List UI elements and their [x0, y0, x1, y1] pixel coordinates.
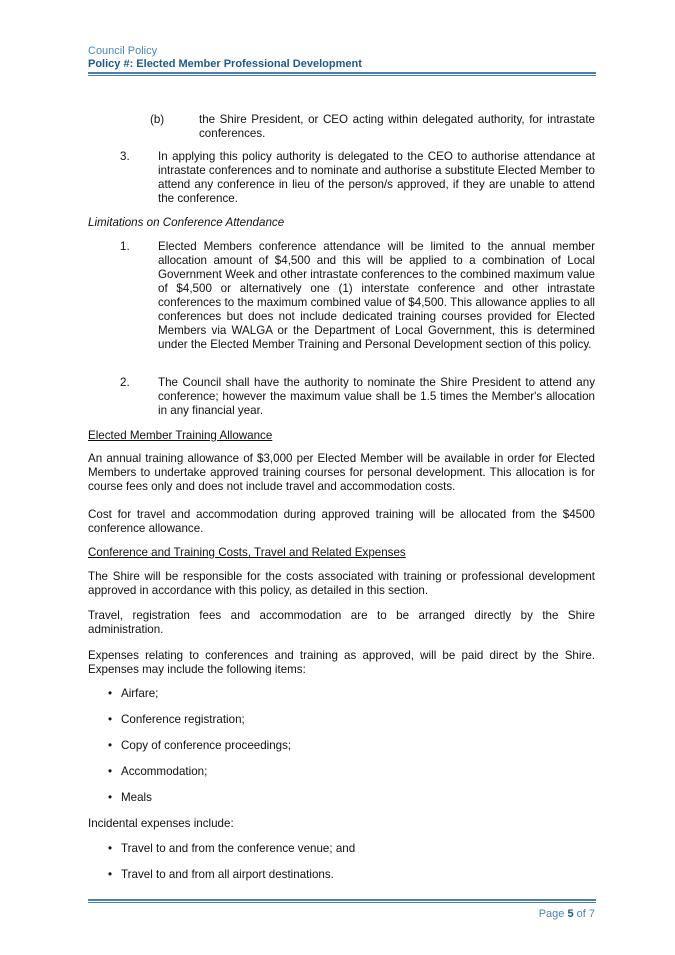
item-label: (b)	[150, 113, 165, 126]
bullet-icon: •	[108, 739, 113, 752]
bullet-icon: •	[108, 687, 113, 700]
header-rule	[88, 72, 596, 76]
paragraph: Travel, registration fees and accommodation are to be arranged directly by the Shire administration.	[88, 609, 595, 636]
bullet-icon: •	[108, 765, 113, 778]
item-label: 1.	[120, 240, 130, 253]
paragraph: Cost for travel and accommodation during approved training will be allocated from the $4500 conference allowance.	[88, 508, 595, 535]
paragraph: An annual training allowance of $3,000 per Elected Member will be available in order for Elected Members to undertake approved training courses for personal development. This allocation is for course fees only and does not include travel and accommodation costs.	[88, 452, 595, 493]
section-heading: Elected Member Training Allowance	[88, 429, 273, 442]
item-text: Elected Members conference attendance will be limited to the annual member allocation amount of $4,500 and this will be applied to a combination of Local Government Week and other intrastate conferences to the combined maximum value of $4,500 or alternatively one (1) interstate conference and other intrastate conferences to the maximum combined value of $4,500. This allowance applies to all conferences but does not include dedicated training courses provided for Elected Members via WALGA or the Department of Local Government, this is determined under the Elected Member Training and Personal Development section of this policy.	[158, 240, 595, 351]
bullet-icon: •	[108, 868, 113, 881]
header-policy: Policy #: Elected Member Professional Development	[88, 58, 362, 70]
bullet-icon: •	[108, 842, 113, 855]
section-heading: Conference and Training Costs, Travel and Related Expenses	[88, 546, 406, 559]
paragraph: Incidental expenses include:	[88, 817, 234, 830]
item-text: The Council shall have the authority to nominate the Shire President to attend any conference; however the maximum value shall be 1.5 times the Member's allocation in any financial year.	[158, 376, 595, 417]
item-label: 3.	[120, 150, 130, 163]
document-page: Council Policy Policy #: Elected Member Professional Development (b) the Shire President, or CEO acting within delegated authority, for intrastate conferences. 3. In applying this policy authority is delegated to the CEO to authorise attendance at intrastate conferences and to nominate and authorise a substitute Elected Member to attend any conference in lieu of the person/s approved, if they are unable to attend the conference. Limitations on Conference Attendance 1. Elected Members conference attendance will be limited to the annual member allocation amount of $4,500 and this will be applied to a combination of Local Government Week and other intrastate conferences to the combined maximum value of $4,500 or alternatively one (1) interstate conference and other intrastate conferences to the maximum combined value of $4,500. This allowance applies to all conferences but does not include dedicated training courses provided for Elected Members via WALGA or the Department of Local Government, this is determined under the Elected Member Training and Personal Development section of this policy. 2. The Council shall have the authority to nominate the Shire President to attend any conference; however the maximum value shall be 1.5 times the Member's allocation in any financial year. Elected Member Training Allowance An annual training allowance of $3,000 per Elected Member will be available in order for Elected Members to undertake approved training courses for personal development. This allocation is for course fees only and does not include travel and accommodation costs. Cost for travel and accommodation during approved training will be allocated from the $4500 conference allowance. Conference and Training Costs, Travel and Related Expenses The Shire will be responsible for the costs associated with training or professional development approved in accordance with this policy, as detailed in this section. Travel, registration fees and accommodation are to be arranged directly by the Shire administration. Expenses relating to conferences and training as approved, will be paid direct by the Shire. Expenses may include the following items: • Airfare; • Conference registration; • Copy of conference proceedings; • Accommodation; • Meals Incidental expenses include: • Travel to and from the conference venue; and • Travel to and from all airport destinations. Page 5 of 7	[0, 0, 675, 955]
item-text: the Shire President, or CEO acting within delegated authority, for intrastate conferences.	[199, 113, 595, 140]
section-heading: Limitations on Conference Attendance	[88, 216, 285, 229]
header-title: Council Policy	[88, 45, 158, 57]
paragraph: Expenses relating to conferences and training as approved, will be paid direct by the Shire. Expenses may include the following items:	[88, 649, 595, 676]
bullet-icon: •	[108, 713, 113, 726]
bullet-icon: •	[108, 791, 113, 804]
footer-rule	[88, 899, 596, 903]
item-label: 2.	[120, 376, 130, 389]
page-number: Page 5 of 7	[538, 908, 595, 920]
paragraph: The Shire will be responsible for the costs associated with training or professional development approved in accordance with this policy, as detailed in this section.	[88, 570, 595, 597]
item-text: In applying this policy authority is delegated to the CEO to authorise attendance at intrastate conferences and to nominate and authorise a substitute Elected Member to attend any conference in lieu of the person/s approved, if they are unable to attend the conference.	[158, 150, 595, 205]
